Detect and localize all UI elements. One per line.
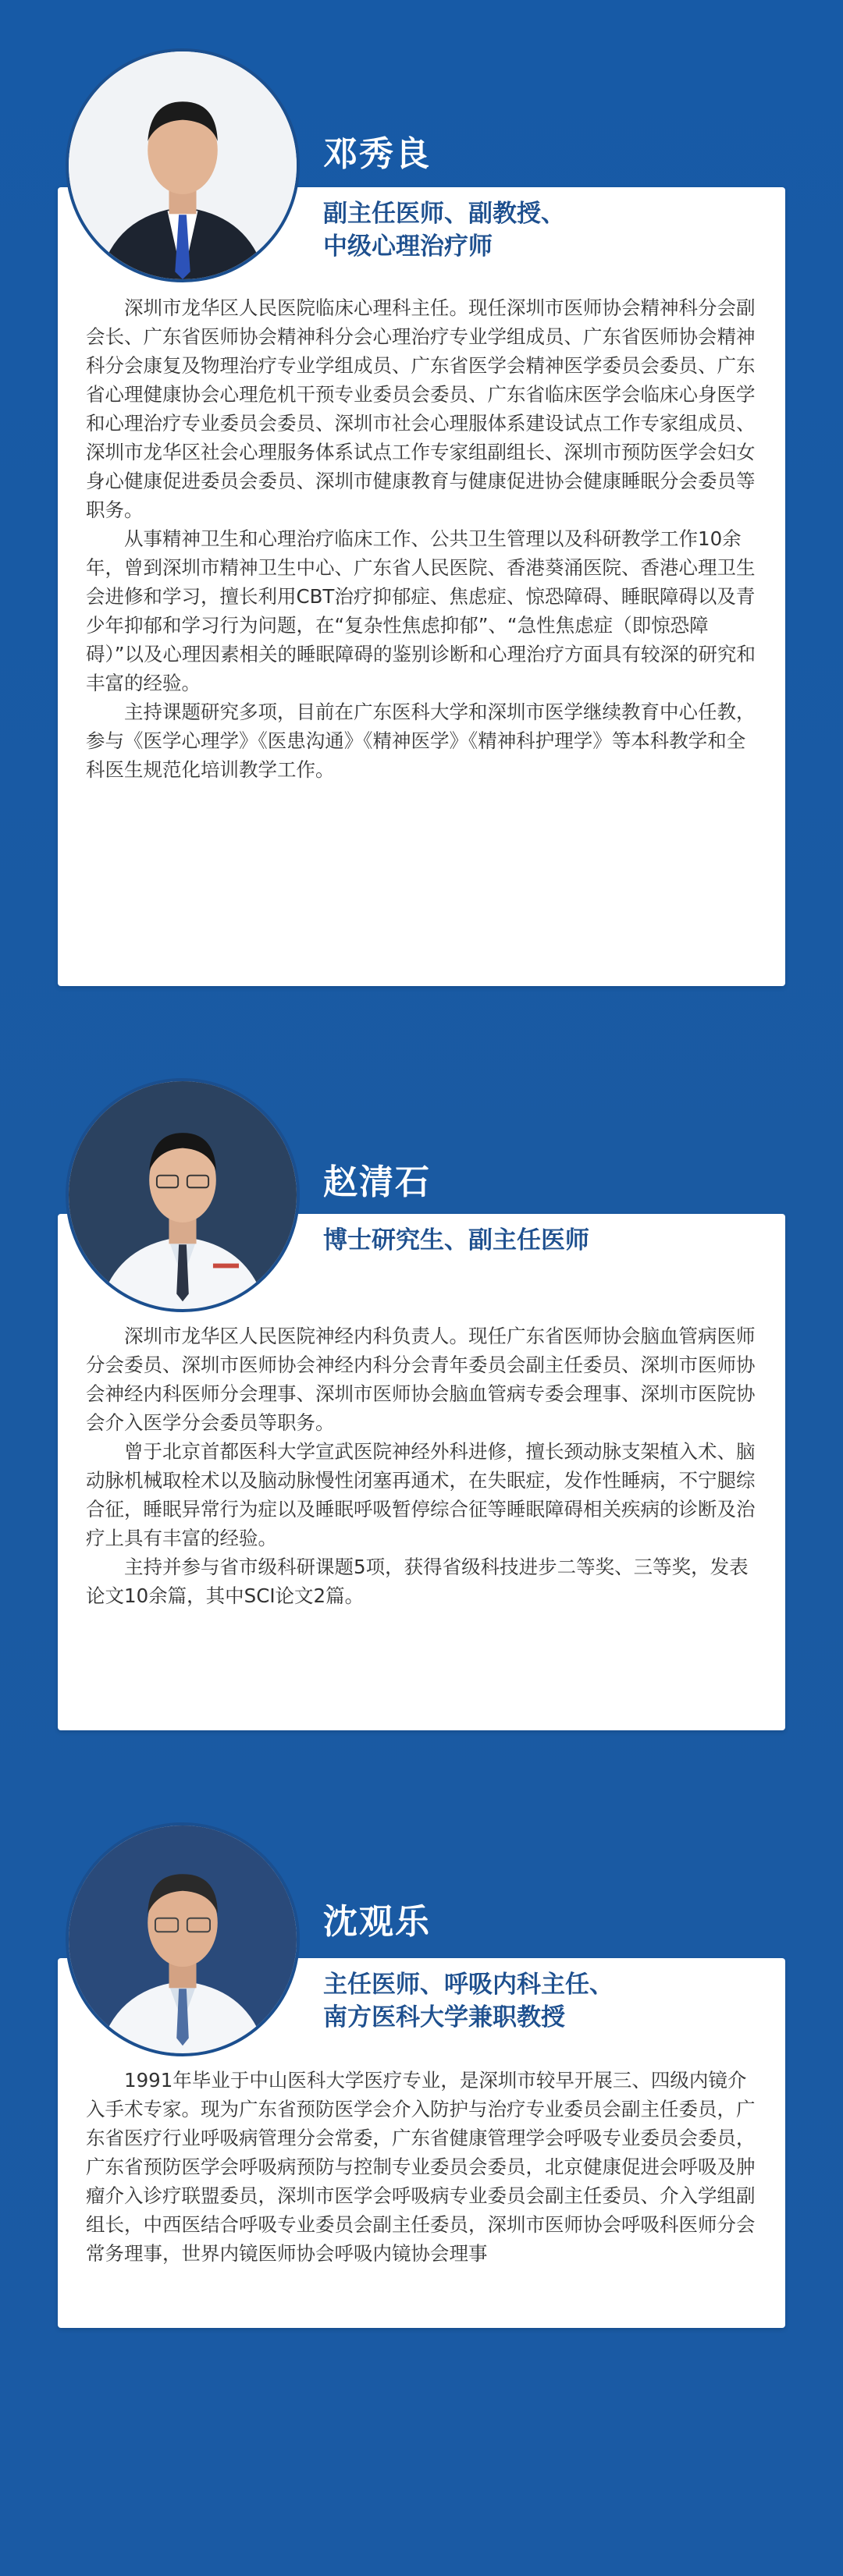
bio-paragraph: 深圳市龙华区人民医院神经内科负责人。现任广东省医师协会脑血管病医师分会委员、深圳市医师协会神经内科分会青年委员会副主任委员、深圳市医师协会神经内科医师分会理事、深圳市医师协会脑血管病专委会理事、深圳市医院协会介入医学分会委员等职务。 bbox=[86, 1325, 756, 1434]
doctor-photo bbox=[66, 1078, 300, 1312]
doctor-title-line: 南方医科大学兼职教授 bbox=[323, 2003, 565, 2031]
doctor-name: 赵清石 bbox=[323, 1162, 431, 1202]
bio-paragraph: 曾于北京首都医科大学宣武医院神经外科进修，擅长颈动脉支架植入术、脑动脉机械取栓术以及脑动脉慢性闭塞再通术，在失眠症，发作性睡病，不宁腿综合征，睡眠异常行为症以及睡眠呼吸暂停综合征等睡眠障碍相关疾病的诊断及治疗上具有丰富的经验。 bbox=[86, 1440, 756, 1549]
bio-paragraph: 1991年毕业于中山医科大学医疗专业，是深圳市较早开展三、四级内镜介入手术专家。现为广东省预防医学会介入防护与治疗专业委员会副主任委员，广东省医疗行业呼吸病管理分会常委，广东省健康管理学会呼吸专业委员会委员，广东省预防医学会呼吸病预防与控制专业委员会委员，北京健康促进会呼吸及肿瘤介入诊疗联盟委员，深圳市医学会呼吸病专业委员会副主任委员、介入学组副组长，中西医结合呼吸专业委员会副主任委员，深圳市医师协会呼吸科医师分会常务理事，世界内镜医师协会呼吸内镜协会理事 bbox=[86, 2069, 756, 2265]
doctor-title-line: 中级心理治疗师 bbox=[323, 232, 493, 261]
doctor-title-line: 副主任医师、副教授、 bbox=[323, 200, 565, 228]
bio-paragraph: 主持并参与省市级科研课题5项，获得省级科技进步二等奖、三等奖，发表论文10余篇，其中SCI论文2篇。 bbox=[86, 1556, 749, 1607]
doctor-photo bbox=[66, 1822, 300, 2056]
doctor-portrait-image bbox=[69, 51, 297, 279]
bio-paragraph: 从事精神卫生和心理治疗临床工作、公共卫生管理以及科研教学工作10余年，曾到深圳市精神卫生中心、广东省人民医院、香港葵涌医院、香港心理卫生会进修和学习，擅长利用CBT治疗抑郁症、焦虑症、惊恐障碍、睡眠障碍以及青少年抑郁和学习行为问题，在“复杂性焦虑抑郁”、“急性焦虑症（即惊恐障碍）”以及心理因素相关的睡眠障碍的鉴别诊断和心理治疗方面具有较深的研究和丰富的经验。 bbox=[86, 527, 756, 694]
profile-bio bbox=[86, 293, 757, 784]
doctor-name: 邓秀良 bbox=[323, 134, 431, 174]
doctor-portrait-image bbox=[69, 1826, 297, 2053]
doctor-photo bbox=[66, 48, 300, 282]
doctor-title-line: 博士研究生、副主任医师 bbox=[323, 1226, 589, 1254]
doctor-title-line: 主任医师、呼吸内科主任、 bbox=[323, 1971, 614, 1999]
profile-card bbox=[58, 187, 785, 986]
profile-bio bbox=[86, 2066, 757, 2268]
bio-paragraph: 深圳市龙华区人民医院临床心理科主任。现任深圳市医师协会精神科分会副会长、广东省医师协会精神科分会心理治疗专业学组成员、广东省医师协会精神科分会康复及物理治疗专业学组成员、广东省医学会精神医学委员会委员、广东省心理健康协会心理危机干预专业委员会委员、广东省临床医学会临床心身医学和心理治疗专业委员会委员、深圳市社会心理服体系建设试点工作专家组成员、深圳市龙华区社会心理服务体系试点工作专家组副组长、深圳市预防医学会妇女身心健康促进委员会委员、深圳市健康教育与健康促进协会健康睡眠分会委员等职务。 bbox=[86, 296, 756, 521]
doctor-portrait-image bbox=[69, 1081, 297, 1309]
profile-bio bbox=[86, 1322, 757, 1610]
doctor-name: 沈观乐 bbox=[323, 1902, 431, 1942]
bio-paragraph: 主持课题研究多项，目前在广东医科大学和深圳市医学继续教育中心任教，参与《医学心理学》《医患沟通》《精神医学》《精神科护理学》等本科教学和全科医生规范化培训教学工作。 bbox=[86, 701, 756, 781]
